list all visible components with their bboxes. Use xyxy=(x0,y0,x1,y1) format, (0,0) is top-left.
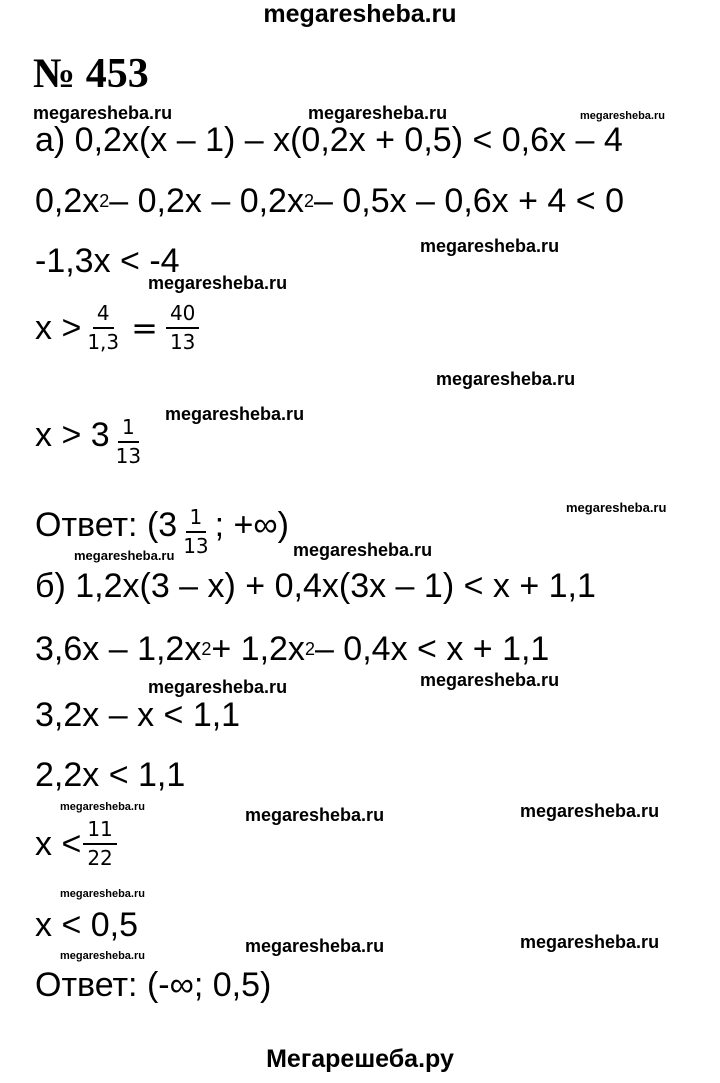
watermark: megaresheba.ru xyxy=(293,540,433,560)
part-b-line-2-exp-1: 2 xyxy=(201,639,212,659)
part-a-answer-suffix: ; +∞) xyxy=(214,505,289,544)
part-b-line-6 xyxy=(35,906,138,945)
fraction-denominator: 1,3 xyxy=(87,330,120,354)
equals-sign: = xyxy=(131,309,158,347)
watermark: megaresheba.ru xyxy=(33,103,173,123)
part-a-line-4-prefix: x > xyxy=(35,308,82,347)
part-b-answer-text: Ответ: (-∞; 0,5) xyxy=(35,966,272,1004)
part-b-line-2 xyxy=(35,630,549,669)
part-a-line-5 xyxy=(35,402,147,468)
part-b-line-3 xyxy=(35,696,240,735)
fraction-numerator: 40 xyxy=(166,302,199,329)
part-a-line-2-exp-2: 2 xyxy=(303,191,314,211)
fraction-denominator: 13 xyxy=(183,534,209,558)
fraction-denominator: 13 xyxy=(169,330,196,354)
part-b-answer xyxy=(35,966,271,1005)
fraction-denominator: 13 xyxy=(115,444,142,468)
part-a-line-2-seg-a: 0,2x xyxy=(35,182,100,220)
part-a-line-3-text: -1,3x < -4 xyxy=(35,242,180,280)
watermark: megaresheba.ru xyxy=(245,805,385,825)
watermark: megaresheba.ru xyxy=(60,888,145,900)
fraction xyxy=(83,302,123,354)
part-a-answer-prefix: Ответ: (3 xyxy=(35,505,178,544)
watermark: megaresheba.ru xyxy=(420,670,560,690)
fraction xyxy=(166,302,199,354)
part-b-line-2-seg-b: + 1,2x xyxy=(211,630,305,668)
part-a-line-1 xyxy=(35,121,623,160)
part-a-line-3 xyxy=(35,242,180,281)
fraction-numerator: 1 xyxy=(118,416,139,443)
header-site-name: megaresheba.ru xyxy=(263,0,457,28)
watermark: megaresheba.ru xyxy=(580,110,665,122)
part-b-line-4-text: 2,2x < 1,1 xyxy=(35,756,186,794)
part-a-line-2-seg-c: – 0,5x – 0,6x + 4 < 0 xyxy=(313,182,624,220)
watermark: megaresheba.ru xyxy=(520,932,660,952)
watermark: megaresheba.ru xyxy=(520,801,660,821)
fraction xyxy=(83,818,116,870)
watermark: megaresheba.ru xyxy=(436,369,576,389)
fraction-denominator: 22 xyxy=(87,846,113,870)
problem-number: № 453 xyxy=(33,51,149,97)
watermark: megaresheba.ru xyxy=(60,801,145,813)
watermark: megaresheba.ru xyxy=(308,103,448,123)
part-a-line-4 xyxy=(35,302,201,354)
watermark: megaresheba.ru xyxy=(148,273,288,293)
part-b-line-2-exp-2: 2 xyxy=(304,639,315,659)
part-a-line-1-text: а) 0,2x(x – 1) – x(0,2x + 0,5) < 0,6x – 4 xyxy=(35,121,623,159)
watermark: megaresheba.ru xyxy=(60,950,145,962)
fraction xyxy=(179,506,212,558)
part-a-line-2-exp-1: 2 xyxy=(99,191,110,211)
fraction-numerator: 4 xyxy=(93,302,114,329)
part-b-line-2-seg-a: 3,6x – 1,2x xyxy=(35,630,202,668)
fraction xyxy=(112,416,145,468)
watermark: megaresheba.ru xyxy=(566,500,667,515)
part-a-line-2-seg-b: – 0,2x – 0,2x xyxy=(109,182,304,220)
part-b-line-1-text: б) 1,2x(3 – x) + 0,4x(3x – 1) < x + 1,1 xyxy=(35,567,596,605)
fraction-numerator: 1 xyxy=(186,506,207,533)
part-b-line-4 xyxy=(35,756,185,795)
part-a-line-2 xyxy=(35,182,624,221)
fraction-numerator: 11 xyxy=(83,818,116,845)
watermark: megaresheba.ru xyxy=(165,404,305,424)
part-b-line-5 xyxy=(35,818,119,870)
watermark: megaresheba.ru xyxy=(245,936,385,956)
part-b-line-6-text: x < 0,5 xyxy=(35,906,139,944)
part-b-line-1 xyxy=(35,567,596,606)
part-a-line-5-prefix: x > 3 xyxy=(35,415,110,454)
watermark: megaresheba.ru xyxy=(148,677,288,697)
part-b-line-2-seg-c: – 0,4x < x + 1,1 xyxy=(314,630,550,668)
part-b-line-5-prefix: x < xyxy=(35,824,82,863)
part-b-line-3-text: 3,2x – x < 1,1 xyxy=(35,696,241,734)
part-a-answer xyxy=(35,492,289,558)
footer-site-name: Мегарешеба.ру xyxy=(266,1045,454,1073)
watermark: megaresheba.ru xyxy=(420,236,560,256)
watermark: megaresheba.ru xyxy=(74,548,175,563)
